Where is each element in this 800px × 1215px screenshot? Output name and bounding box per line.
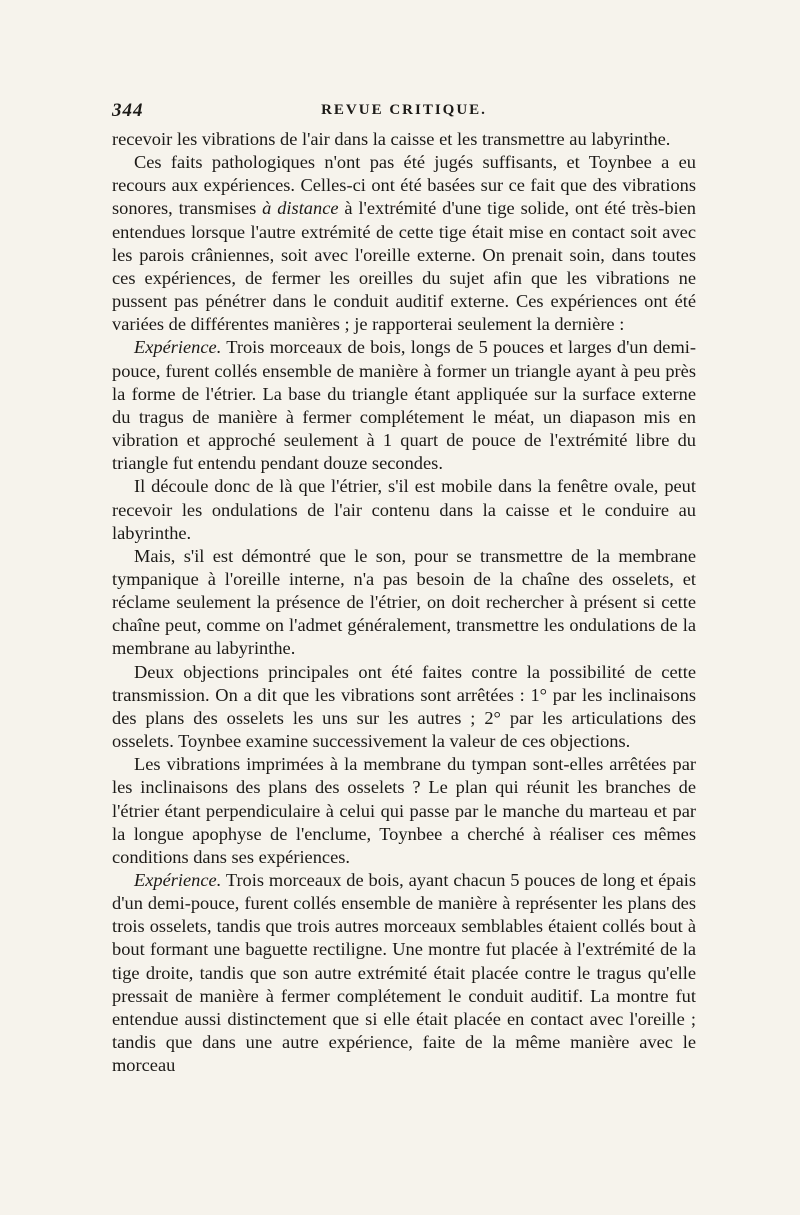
paragraph-6: Deux objections principales ont été faites contre la possibilité de cette transmission. On a dit que les vibrations sont arrêtées : 1° par les inclinaisons des plans des osselets les uns sur les autres ; 2° par les articulations des osselets. Toynbee examine successivement la valeur de ces objections. — [112, 661, 696, 752]
running-title: REVUE CRITIQUE. — [321, 102, 487, 118]
page-header — [112, 96, 696, 128]
experience-label: Expérience. — [134, 870, 222, 890]
paragraph-experience-1: Expérience. Trois morceaux de bois, longs de 5 pouces et larges d'un demi-pouce, furent collés ensemble de manière à former un triangle ayant à peu près la forme de l'étrier. La base du triangle étant appliquée sur la surface externe du tragus de manière à fermer complétement le méat, un diapason mis en vibration et approché seulement à 1 quart de pouce de l'extrémité libre du triangle fut entendu pendant douze secondes. — [112, 337, 696, 474]
book-page — [112, 96, 696, 1186]
body-text — [112, 128, 696, 1077]
paragraph-7: Les vibrations imprimées à la membrane du tympan sont-elles arrêtées par les inclinaisons des plans des osselets ? Le plan qui réunit les branches de l'étrier étant perpendiculaire à celui qui passe par le manche du marteau et par la longue apophyse de l'enclume, Toynbee a cherché à réaliser ces mêmes conditions dans ses expériences. — [112, 754, 696, 867]
emphasis-a-distance: à distance — [262, 198, 339, 219]
paragraph-5: Mais, s'il est démontré que le son, pour se transmettre de la membrane tympanique à l'oreille interne, n'a pas besoin de la chaîne des osselets, et réclame seulement la présence de l'étrier, on doit rechercher à présent si cette chaîne peut, comme on l'admet généralement, transmettre les ondulations de la membrane au labyrinthe. — [112, 545, 696, 659]
page-number: 344 — [112, 100, 144, 121]
paragraph-4: Il découle donc de là que l'étrier, s'il est mobile dans la fenêtre ovale, peut recevoir les ondulations de l'air contenu dans la caisse et le conduire au labyrinthe. — [112, 476, 696, 543]
paragraph-experience-2: Expérience. Trois morceaux de bois, ayant chacun 5 pouces de long et épais d'un demi-pouce, furent collés ensemble de manière à représenter les plans des trois osselets, tandis que trois autres morceaux semblables étaient collés bout à bout formant une baguette rectiligne. Une montre fut placée à l'extrémité de la tige droite, tandis que son autre extrémité était placée contre le tragus qu'elle pressait de manière à fermer complétement le conduit auditif. La montre fut entendue aussi distinctement que si elle était placée en contact avec l'oreille ; tandis que dans une autre expérience, faite de la même manière avec le morceau — [112, 870, 696, 1076]
paragraph-2: Ces faits pathologiques n'ont pas été jugés suffisants, et Toynbee a eu recours aux expériences. Celles-ci ont été basées sur ce fait que des vibrations sonores, transmises à distance à l'extrémité d'une tige solide, ont été très-bien entendues lorsque l'autre extrémité de cette tige était mise en contact soit avec les parois crâniennes, soit avec l'oreille externe. On prenait soin, dans toutes ces expériences, de fermer les oreilles du sujet afin que les vibrations ne pussent pas pénétrer dans le conduit auditif externe. Ces expériences ont été variées de différentes manières ; je rapporterai seulement la dernière : — [112, 152, 696, 335]
experience-label: Expérience. — [134, 337, 222, 358]
paragraph-1: recevoir les vibrations de l'air dans la caisse et les transmettre au labyrinthe. — [112, 129, 671, 149]
